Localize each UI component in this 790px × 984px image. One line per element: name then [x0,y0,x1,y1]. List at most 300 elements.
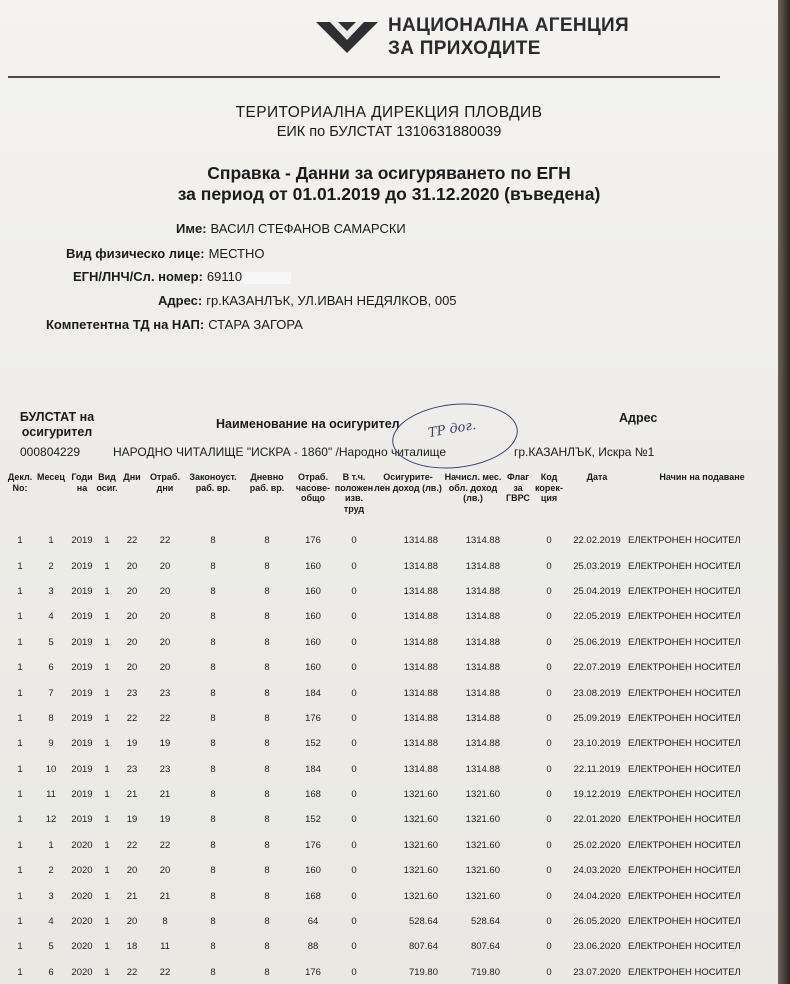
table-cell: 528.64 [470,916,500,928]
table-cell: 20 [126,560,138,572]
table-cell: 160 [305,865,321,877]
column-header: Декл. No: [7,472,33,493]
table-cell: 25.09.2019 [573,712,621,724]
table-cell: 24.03.2020 [573,865,621,877]
table-cell: 9 [48,738,54,750]
table-cell: 1 [104,738,110,750]
table-cell: ЕЛЕКТРОНЕН НОСИТЕЛ [628,789,741,801]
table-cell: 8 [210,662,216,674]
table-cell: 1314.88 [403,636,438,648]
table-row [6,909,776,934]
table-cell: 22 [126,535,138,547]
table-cell: 22 [126,839,138,851]
table-cell [504,579,532,604]
table-cell: 8 [264,763,270,775]
table-cell: 1314.88 [403,535,438,547]
table-cell: 8 [162,916,168,928]
table-cell: 25.03.2019 [573,560,621,572]
insurer-name: НАРОДНО ЧИТАЛИЩЕ "ИСКРА - 1860" /Народно читалище [113,445,447,459]
egn-value: 69110 [206,269,243,284]
table-cell: 19 [159,738,171,750]
table-row [6,731,776,756]
table-cell: 0 [351,941,357,953]
table-cell: 1 [17,738,23,750]
column-header: Годи на [71,472,93,493]
table-cell: 8 [264,535,270,547]
table-cell: 1 [104,636,110,648]
table-cell: 2019 [71,560,93,572]
table-cell: 1314.88 [403,738,438,750]
nra-logo-icon [316,20,378,54]
table-cell [504,883,532,908]
table-cell: 0 [351,814,357,826]
table-cell: 0 [351,687,357,699]
table-cell: 160 [305,585,321,597]
table-row [6,782,776,807]
table-cell: 20 [159,636,171,648]
competent-td-value: СТАРА ЗАГОРА [208,317,303,332]
table-cell: 176 [305,966,321,978]
table-row [6,757,776,782]
table-cell: ЕЛЕКТРОНЕН НОСИТЕЛ [628,585,741,597]
table-cell: 8 [264,738,270,750]
column-header: Отраб. часове- общо [295,472,331,503]
table-cell [504,655,532,680]
table-cell [504,528,532,553]
table-row [6,833,776,858]
table-cell: 1 [48,839,54,851]
table-cell: 2 [48,865,54,877]
column-header: Начин на подаване [659,472,745,482]
table-cell: 1 [17,712,23,724]
table-cell: 8 [210,636,216,648]
table-cell: 8 [264,585,270,597]
table-cell: 20 [126,916,138,928]
table-cell: 8 [264,662,270,674]
table-cell: 2020 [71,941,93,953]
table-cell: 1 [17,687,23,699]
table-cell: 3 [48,890,54,902]
insurer-bulstat: 000804229 [20,445,81,459]
table-cell: 8 [264,712,270,724]
table-cell: 1321.60 [403,865,438,877]
table-cell: 20 [126,662,138,674]
table-cell: 8 [264,636,270,648]
table-cell: ЕЛЕКТРОНЕН НОСИТЕЛ [628,687,741,699]
table-cell: 2019 [71,585,93,597]
egn-field [73,269,291,284]
table-cell: 176 [305,535,321,547]
table-cell: 1 [17,662,23,674]
table-row [6,655,776,680]
table-cell: 0 [351,585,357,597]
table-cell: 1 [104,839,110,851]
person-type-value: МЕСТНО [208,246,265,261]
table-cell: 8 [210,738,216,750]
table-cell: 20 [126,636,138,648]
table-cell: 0 [351,560,357,572]
agency-header [316,14,629,60]
table-cell: 1 [104,966,110,978]
table-cell: 1321.60 [403,789,438,801]
agency-name [388,14,629,60]
address-label: Адрес: [158,293,203,308]
table-cell: 528.64 [408,916,438,928]
table-cell: 0 [546,916,552,928]
table-cell: 1314.88 [465,763,500,775]
table-cell: 1321.60 [403,839,438,851]
table-cell: 1 [104,814,110,826]
table-cell: 2020 [71,890,93,902]
table-cell: 1 [104,941,110,953]
table-cell: 1 [104,712,110,724]
table-cell: 184 [305,763,321,775]
table-cell: 1314.88 [465,636,500,648]
table-cell: 0 [546,662,552,674]
table-cell: 2019 [71,636,93,648]
table-cell: 22.01.2020 [573,814,621,826]
document-title: Справка - Данни за осигуряването по ЕГН [207,163,571,183]
table-cell: 184 [305,687,321,699]
table-cell: ЕЛЕКТРОНЕН НОСИТЕЛ [628,738,741,750]
table-cell: 22 [159,535,171,547]
table-cell: 20 [159,662,171,674]
table-cell: ЕЛЕКТРОНЕН НОСИТЕЛ [628,636,741,648]
table-cell: 8 [264,687,270,699]
table-cell: ЕЛЕКТРОНЕН НОСИТЕЛ [628,662,741,674]
table-cell: 0 [351,865,357,877]
competent-td-label: Компетентна ТД на НАП: [46,317,205,332]
table-cell: 1 [104,560,110,572]
table-cell [504,604,532,629]
address-value: гр.КАЗАНЛЪК, УЛ.ИВАН НЕДЯЛКОВ, 005 [206,293,457,308]
column-header: Дата [586,472,608,482]
table-cell: 19 [126,814,138,826]
table-cell: 11 [46,789,56,801]
document-period: за период от 01.01.2019 до 31.12.2020 (въведена) [177,184,601,204]
table-cell: 4 [48,611,54,623]
table-cell [504,630,532,655]
table-cell: 1 [104,763,110,775]
table-cell: ЕЛЕКТРОНЕН НОСИТЕЛ [628,535,741,547]
page-edge-shadow [778,0,790,984]
table-cell: 1321.60 [403,814,438,826]
person-type-label: Вид физическо лице: [66,246,205,261]
table-cell: 20 [159,865,171,877]
table-cell: 12 [45,814,57,826]
table-cell: 21 [159,890,171,902]
table-cell: 2020 [71,865,93,877]
table-cell: 23.08.2019 [573,687,621,699]
table-cell: 1 [104,611,110,623]
table-cell: 1314.88 [403,687,438,699]
table-cell: 0 [546,560,552,572]
table-cell: ЕЛЕКТРОНЕН НОСИТЕЛ [628,839,741,851]
table-cell: 8 [210,865,216,877]
table-row [6,680,776,705]
table-cell: 3 [48,585,54,597]
table-cell: ЕЛЕКТРОНЕН НОСИТЕЛ [628,763,741,775]
table-cell: 0 [351,763,357,775]
table-cell: 0 [546,611,552,623]
column-header: В т.ч. положен изв. труд [334,472,374,514]
table-row [6,528,776,553]
table-cell: 2019 [71,763,93,775]
table-cell: 1314.88 [465,560,500,572]
table-cell: 1 [17,763,23,775]
column-header: Осигурите- лен доход (лв.) [374,472,442,493]
table-cell: 1 [17,865,23,877]
table-cell: 8 [210,814,216,826]
table-cell: 1321.60 [465,865,500,877]
table-cell [504,909,532,934]
column-header: Код корек- ция [535,472,563,503]
name-value: ВАСИЛ СТЕФАНОВ САМАРСКИ [210,221,406,236]
table-cell: 20 [159,560,171,572]
eik-line: ЕИК по БУЛСТАТ 1310631880039 [276,124,502,140]
table-cell: 2020 [71,839,93,851]
table-cell: 1 [104,687,110,699]
table-cell: 807.64 [470,941,500,953]
table-row [6,934,776,959]
table-cell: 176 [305,712,321,724]
table-cell: 0 [351,712,357,724]
table-cell: 168 [305,890,321,902]
table-cell: 0 [546,763,552,775]
table-header-row [6,470,776,528]
table-body [6,528,776,984]
table-cell: 1321.60 [403,890,438,902]
table-cell: 1 [104,865,110,877]
table-cell: 1 [17,966,23,978]
table-cell: 0 [351,789,357,801]
table-row [6,858,776,883]
table-cell [504,680,532,705]
table-cell: 22.02.2019 [573,535,621,547]
table-cell: 8 [210,535,216,547]
table-cell: 1 [17,890,23,902]
table-cell: 1 [17,636,23,648]
table-cell: 719.80 [470,966,500,978]
table-cell: 8 [264,865,270,877]
table-cell: 160 [305,611,321,623]
table-cell: 1314.88 [465,738,500,750]
table-cell: 26.05.2020 [573,916,621,928]
address-field [158,293,457,308]
table-cell: 18 [126,941,138,953]
table-cell: 22.07.2019 [573,662,621,674]
table-cell: 0 [351,611,357,623]
table-cell: 11 [160,941,170,953]
agency-line-2: ЗА ПРИХОДИТЕ [388,38,541,59]
table-cell: 0 [546,585,552,597]
table-cell: 21 [126,789,138,801]
insurer-address-header: Адрес [619,411,658,425]
table-cell: 160 [305,636,321,648]
table-cell: 0 [546,738,552,750]
table-cell: 23 [126,763,138,775]
table-cell: 21 [159,789,171,801]
table-cell [504,731,532,756]
table-row [6,883,776,908]
table-cell: 8 [210,966,216,978]
table-cell: 0 [546,687,552,699]
table-cell: ЕЛЕКТРОНЕН НОСИТЕЛ [628,560,741,572]
table-cell: 88 [307,941,319,953]
table-cell: 2019 [71,535,93,547]
table-cell: 64 [307,916,319,928]
table-cell: 23.07.2020 [573,966,621,978]
table-cell: 1 [17,560,23,572]
insurance-table [6,470,776,984]
table-cell [504,833,532,858]
table-cell: 1314.88 [465,662,500,674]
table-cell [504,757,532,782]
table-cell: 0 [351,535,357,547]
table-cell: 25.06.2019 [573,636,621,648]
table-row [6,960,776,984]
table-cell: 23 [126,687,138,699]
table-cell: 1321.60 [465,890,500,902]
column-header: Начисл. мес. обл. доход (лв.) [444,472,502,503]
table-cell: 0 [546,839,552,851]
table-cell: 23 [159,687,171,699]
table-cell: 8 [210,916,216,928]
table-cell: ЕЛЕКТРОНЕН НОСИТЕЛ [628,611,741,623]
table-cell: 1314.88 [403,560,438,572]
table-cell [504,706,532,731]
name-field [176,221,406,236]
table-cell: 8 [264,611,270,623]
table-cell: 2019 [71,789,93,801]
table-cell: ЕЛЕКТРОНЕН НОСИТЕЛ [628,814,741,826]
table-cell: 20 [126,865,138,877]
table-cell: 5 [48,941,54,953]
table-cell: 0 [351,738,357,750]
table-cell: 8 [210,789,216,801]
table-cell: 1 [17,839,23,851]
table-cell: ЕЛЕКТРОНЕН НОСИТЕЛ [628,865,741,877]
table-cell: 8 [210,941,216,953]
name-label: Име: [176,221,207,236]
table-cell: 1314.88 [403,763,438,775]
insurer-bulstat-header: БУЛСТАТ на осигурител [19,410,95,439]
table-cell: 1 [17,535,23,547]
table-cell: 0 [351,966,357,978]
table-cell [504,934,532,959]
table-cell: 1314.88 [403,611,438,623]
table-cell: 2019 [71,662,93,674]
table-cell: 22 [159,839,171,851]
table-cell: 1 [104,535,110,547]
table-cell: 20 [159,611,171,623]
table-cell: 6 [48,966,54,978]
directorate: ТЕРИТОРИАЛНА ДИРЕКЦИЯ ПЛОВДИВ [235,104,543,121]
table-cell: 0 [351,636,357,648]
table-cell: 20 [126,585,138,597]
header-divider [8,76,720,78]
table-cell: 0 [351,839,357,851]
table-row [6,579,776,604]
egn-label: ЕГН/ЛНЧ/Сл. номер: [73,269,203,284]
column-header: Законоуст. раб. вр. [189,472,237,493]
handwritten-note: ТР дог. [427,417,478,442]
table-cell: 8 [264,560,270,572]
table-row [6,553,776,578]
table-cell: 1 [104,789,110,801]
agency-line-1: НАЦИОНАЛНА АГЕНЦИЯ [388,15,629,36]
table-cell: 23 [159,763,171,775]
table-cell: 1 [17,611,23,623]
table-cell: 0 [546,535,552,547]
table-cell: ЕЛЕКТРОНЕН НОСИТЕЛ [628,712,741,724]
table-cell: 1314.88 [403,712,438,724]
table-cell: 1 [17,789,23,801]
table-cell: 1 [104,916,110,928]
table-cell: 1314.88 [403,662,438,674]
table-cell: 160 [305,662,321,674]
redaction-mark [243,272,291,284]
table-cell: 0 [546,941,552,953]
table-cell: 6 [48,662,54,674]
table-cell: 2019 [71,814,93,826]
table-cell: 8 [264,789,270,801]
table-row [6,630,776,655]
table-cell: 1 [17,916,23,928]
column-header: Дни [123,472,141,482]
table-cell [504,782,532,807]
competent-td-field [46,317,303,332]
insurer-address: гр.КАЗАНЛЪК, Искра №1 [514,445,655,459]
table-cell: 1314.88 [465,712,500,724]
table-cell: ЕЛЕКТРОНЕН НОСИТЕЛ [628,966,741,978]
table-row [6,807,776,832]
table-cell: ЕЛЕКТРОНЕН НОСИТЕЛ [628,916,741,928]
table-row [6,706,776,731]
table-cell: 8 [210,611,216,623]
table-cell: 25.02.2020 [573,839,621,851]
table-cell: 24.04.2020 [573,890,621,902]
table-cell: 168 [305,789,321,801]
table-cell: 8 [210,560,216,572]
table-cell: 1314.88 [465,535,500,547]
table-cell: 0 [546,636,552,648]
table-cell: 20 [159,585,171,597]
table-cell: 2020 [71,916,93,928]
table-cell: 1321.60 [465,789,500,801]
table-cell: 19.12.2019 [573,789,621,801]
table-cell: 8 [264,839,270,851]
table-cell: 8 [264,890,270,902]
table-cell [504,960,532,984]
column-header: Вид осиг. [96,472,118,493]
table-cell: 1321.60 [465,839,500,851]
table-cell: 8 [264,814,270,826]
table-cell: 19 [126,738,138,750]
table-cell: 8 [210,763,216,775]
table-cell: 8 [210,687,216,699]
table-cell: 22.11.2019 [573,763,621,775]
table-cell: 0 [546,865,552,877]
table-cell: 7 [48,687,54,699]
table-cell: 22 [126,966,138,978]
table-cell: 25.04.2019 [573,585,621,597]
table-cell: 23.10.2019 [573,738,621,750]
table-cell: 2019 [71,687,93,699]
table-cell: 160 [305,560,321,572]
table-cell: 1 [104,890,110,902]
table-cell: 2019 [71,738,93,750]
